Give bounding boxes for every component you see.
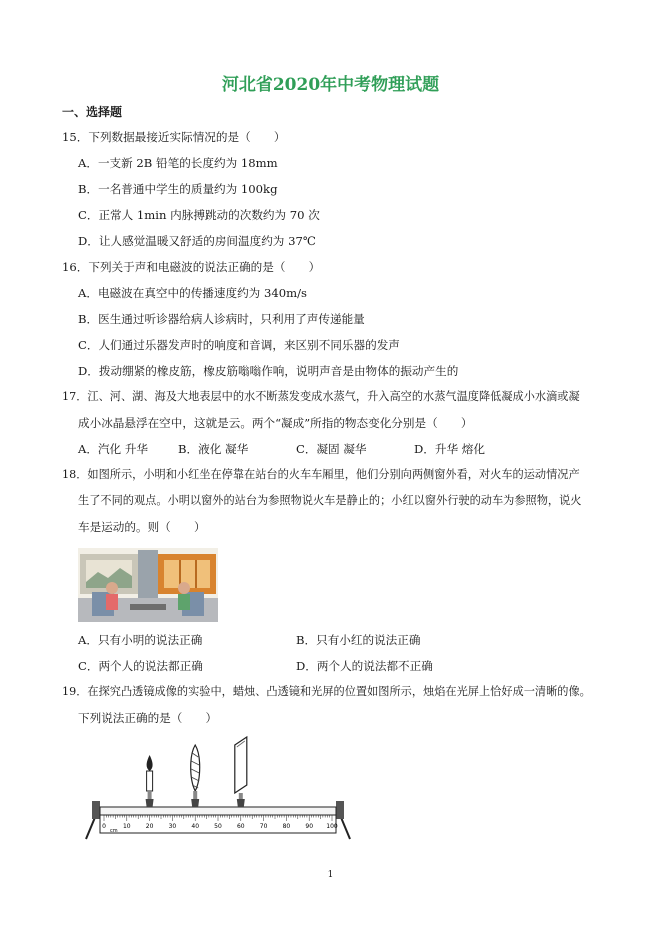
q17-stem-line1: 17．江、河、湖、海及大地表层中的水不断蒸发变成水蒸气，升入高空的水蒸气温度降低凝成小水滴或凝: [62, 390, 580, 403]
q15-option-c: C．正常人 1min 内脉搏跳动的次数约为 70 次: [78, 208, 320, 222]
q16-option-b: B．医生通过听诊器给病人诊病时，只利用了声传递能量: [78, 312, 365, 326]
q17-option-a: A．汽化 升华: [78, 442, 149, 456]
q18-stem-line1: 18．如图所示，小明和小红坐在停靠在站台的火车车厢里，他们分别向两侧窗外看，对火车的运动情况产: [62, 468, 580, 481]
q19-stem-line1: 19．在探究凸透镜成像的实验中，蜡烛、凸透镜和光屏的位置如图所示，烛焰在光屏上恰好成一清晰的像。: [62, 685, 591, 698]
page-number: 1: [327, 870, 334, 880]
q16-option-a: A．电磁波在真空中的传播速度约为 340m/s: [78, 286, 307, 300]
q17-option-b: B．液化 凝华: [178, 442, 249, 456]
candle: [146, 755, 154, 807]
q15-option-a: A．一支新 2B 铅笔的长度约为 18mm: [78, 156, 278, 170]
convex-lens: [191, 745, 200, 807]
ruler-tick-label: 60: [236, 823, 245, 830]
light-screen: [235, 737, 247, 807]
ruler-tick-label: 40: [191, 823, 200, 830]
page-title: 河北省2020年中考物理试题: [221, 75, 440, 95]
q15-option-d: D．让人感觉温暖又舒适的房间温度约为 37℃: [78, 234, 316, 248]
optical-bench-rail: [100, 807, 336, 815]
q19-stem-line2: 下列说法正确的是（ ）: [78, 711, 218, 725]
q15-stem: 15．下列数据最接近实际情况的是（ ）: [62, 130, 286, 144]
ruler-tick-label: 90: [305, 823, 314, 830]
q18-option-b: B．只有小红的说法正确: [296, 633, 421, 647]
ruler-tick-label: 80: [282, 823, 291, 830]
q16-option-d: D．拨动绷紧的橡皮筋，橡皮筋嗡嗡作响，说明声音是由物体的振动产生的: [78, 364, 459, 378]
q17-stem-line2: 成小冰晶悬浮在空中，这就是云。两个“凝成”所指的物态变化分别是（ ）: [78, 416, 473, 430]
q15-option-b: B．一名普通中学生的质量约为 100kg: [78, 182, 278, 196]
q16-option-c: C．人们通过乐器发声时的响度和音调，来区别不同乐器的发声: [78, 338, 400, 352]
ruler-tick-label: 50: [214, 823, 222, 830]
q18-option-a: A．只有小明的说法正确: [78, 633, 203, 647]
q17-option-d: D．升华 熔化: [414, 442, 485, 456]
ruler-tick-label: 0: [102, 823, 106, 830]
section-heading: 一、选择题: [62, 105, 123, 119]
left-end-block: [92, 801, 100, 819]
ruler-tick-label: 30: [168, 823, 177, 830]
right-end-block: [336, 801, 344, 819]
q17-option-c: C．凝固 凝华: [296, 442, 367, 456]
ruler-unit-label: cm: [110, 828, 118, 834]
q16-stem: 16．下列关于声和电磁波的说法正确的是（ ）: [62, 260, 321, 274]
train-illustration: [78, 548, 218, 622]
ruler-tick-label: 10: [122, 823, 131, 830]
ruler-tick-label: 20: [145, 823, 154, 830]
ruler-tick-label: 70: [259, 823, 268, 830]
ruler-tick-label: 100: [326, 823, 338, 830]
optical-bench-figure: [82, 735, 362, 845]
q18-stem-line3: 车是运动的。则（ ）: [78, 520, 206, 534]
q18-stem-line2: 生了不同的观点。小明以窗外的站台为参照物说火车是静止的；小红以窗外行驶的动车为参照物，说火: [78, 494, 582, 507]
q18-option-d: D．两个人的说法都不正确: [296, 659, 433, 673]
q18-option-c: C．两个人的说法都正确: [78, 659, 203, 673]
